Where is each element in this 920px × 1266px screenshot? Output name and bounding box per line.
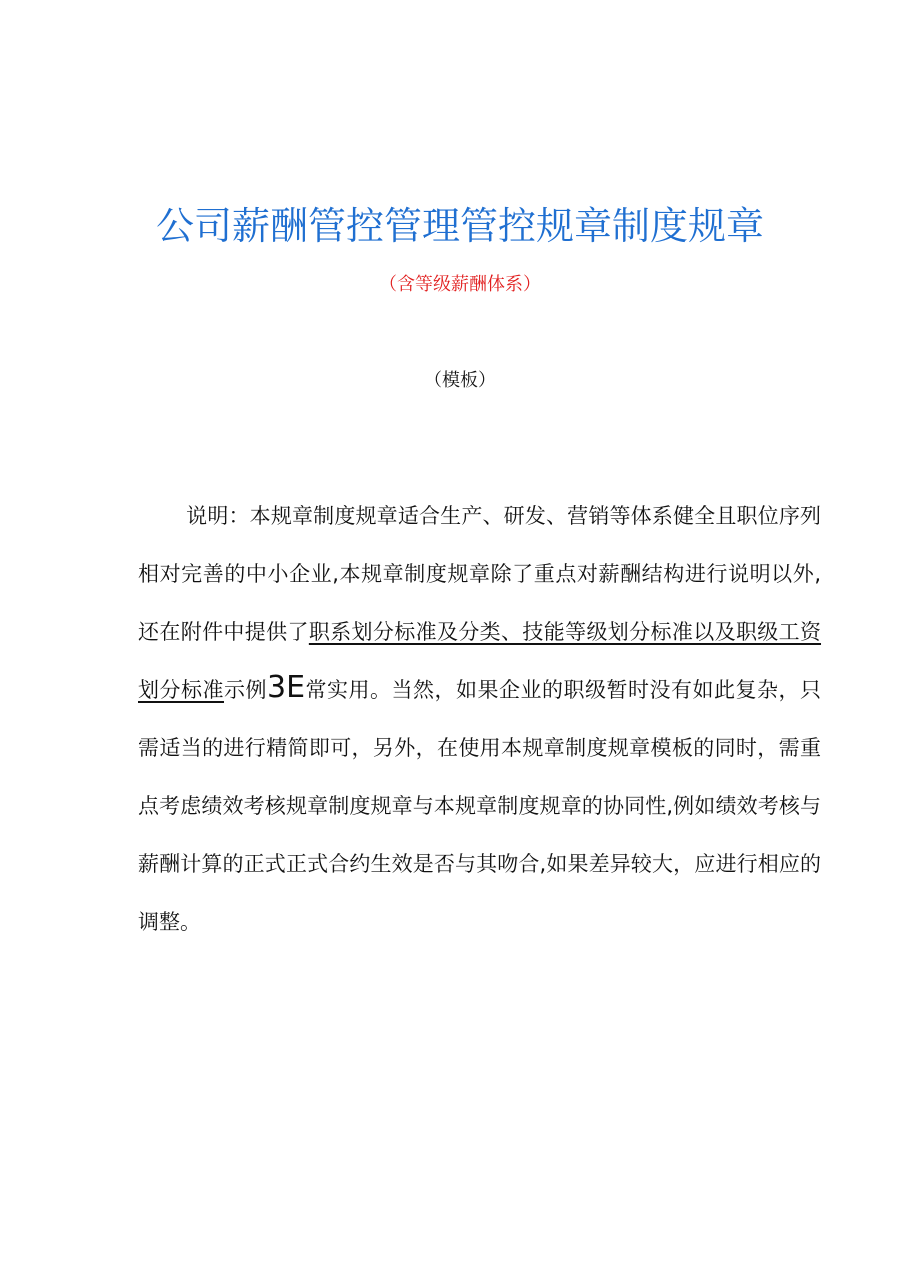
document-title: 公司薪酬管控管理管控规章制度规章 [155, 204, 764, 248]
large-text-fragment: 3E [267, 670, 306, 705]
body-text-part-3: 常实用。当然，如果企业的职级暂时没有如此复杂，只需适当的进行精简即可，另外，在使用本规章制度规章模板的同时，需重点考虑绩效考核规章制度规章与本规章制度规章的协同性,例如绩效考核与薪酬计算的正式正式合约生效是否与其吻合,如果差异较大，应进行相应的调整。 [138, 678, 822, 934]
template-label: （模板） [424, 370, 496, 391]
body-text-part-2: 示例 [224, 678, 267, 702]
body-text-part-1: 说明：本规章制度规章适合生产、研发、营销等体系健全且职位序列相对完善的中小企业,本规章制度规章除了重点对薪酬结构进行说明以外,还在附件中提供了 [138, 504, 821, 644]
underlined-standards-text: 职系划分标准及分类、技能等级划分标准以及职级工资划分标准 [138, 620, 822, 702]
document-subtitle: （含等级薪酬体系） [379, 274, 541, 295]
body-paragraph [138, 487, 821, 951]
